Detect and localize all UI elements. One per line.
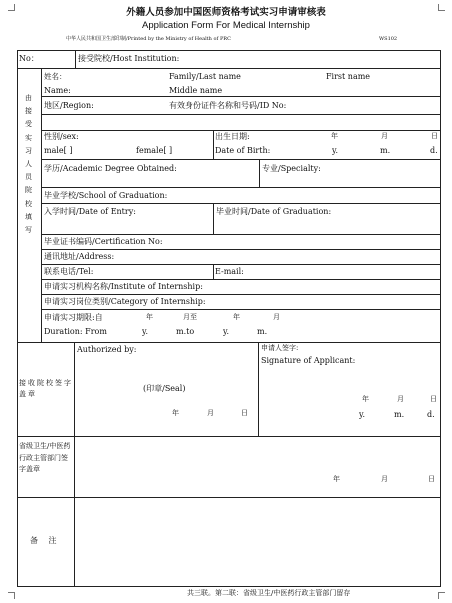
duration-to-month[interactable]: m.	[257, 327, 268, 336]
name-label-cn: 姓名：	[44, 72, 67, 81]
column-rule	[74, 342, 75, 587]
row-rule	[41, 264, 441, 265]
duration-month1-cn: 月至	[183, 313, 197, 321]
dob-month-cn: 月	[381, 132, 388, 140]
school-field[interactable]: 毕业学校/School of Graduation:	[44, 191, 168, 200]
row-rule	[41, 203, 441, 204]
provincial-month-cn: 月	[381, 475, 388, 483]
applicant-day-field[interactable]: d.	[427, 410, 435, 419]
auth-month-cn: 月	[207, 409, 214, 417]
dob-year-field[interactable]: y.	[332, 146, 338, 155]
provincial-year-cn: 年	[333, 475, 340, 483]
provincial-day-cn: 日	[428, 475, 435, 483]
authorized-by-label: Authorized by:	[77, 345, 137, 354]
dob-day-field[interactable]: d.	[430, 146, 438, 155]
dob-month-field[interactable]: m.	[380, 146, 391, 155]
row-rule	[41, 234, 441, 235]
row-rule	[17, 586, 441, 587]
row-rule	[17, 497, 441, 498]
form-code: WS102	[379, 36, 398, 42]
column-rule	[213, 130, 214, 160]
row-rule	[41, 249, 441, 250]
row-rule	[41, 96, 441, 97]
dob-label-en: Date of Birth:	[215, 146, 271, 155]
auth-year-cn: 年	[172, 409, 179, 417]
middle-name-field[interactable]: Middle name	[169, 86, 223, 95]
title-chinese: 外籍人员参加中国医师资格考试实习申请审核表	[126, 7, 326, 18]
no-label: No：	[19, 54, 39, 63]
column-rule	[75, 50, 76, 69]
side-label: 由接受实习人员院校填写	[25, 94, 32, 235]
dob-label-cn: 出生日期:	[215, 132, 250, 141]
email-field[interactable]: E-mail:	[215, 267, 244, 276]
column-rule	[17, 50, 18, 587]
row-rule	[17, 50, 441, 51]
applicant-signature-label-en[interactable]: Signature of Applicant:	[261, 356, 356, 365]
degree-field[interactable]: 学历/Academic Degree Obtained:	[44, 164, 177, 173]
column-rule	[213, 203, 214, 235]
region-field[interactable]: 地区/Region:	[44, 101, 94, 110]
institute-field[interactable]: 申请实习机构名称/Institute of Internship:	[44, 282, 203, 291]
row-rule	[41, 279, 441, 280]
dob-day-cn: 日	[431, 132, 438, 140]
crop-mark-bottom-right	[438, 592, 445, 599]
female-checkbox[interactable]: female[ ]	[136, 146, 173, 155]
seal-area[interactable]: (印章/Seal)	[143, 384, 186, 393]
tel-field[interactable]: 联系电话/Tel:	[44, 267, 94, 276]
applicant-month-cn: 月	[397, 395, 404, 403]
duration-month2-cn: 月	[273, 313, 280, 321]
specialty-field[interactable]: 专业/Specialty:	[262, 164, 321, 173]
certification-field[interactable]: 毕业证书编码/Certification No:	[44, 237, 163, 246]
row-rule	[41, 114, 441, 115]
column-rule	[440, 50, 441, 587]
first-name-field[interactable]: First name	[326, 72, 371, 81]
graduation-date-field[interactable]: 毕业时间/Date of Graduation:	[216, 207, 332, 216]
row-rule	[17, 342, 441, 343]
auth-day-cn: 日	[241, 409, 248, 417]
duration-label-en: Duration: From	[44, 327, 107, 336]
male-checkbox[interactable]: male[ ]	[44, 146, 73, 155]
row-rule	[41, 294, 441, 295]
row-rule	[41, 159, 441, 160]
dob-year-cn: 年	[331, 132, 338, 140]
name-label-en: Name:	[44, 86, 71, 95]
crop-mark-bottom-left	[8, 592, 15, 599]
id-number-field[interactable]: 有效身份证件名称和号码/ID No:	[169, 101, 287, 110]
duration-label-cn: 申请实习期限:自	[44, 313, 103, 322]
duration-year1-cn: 年	[146, 313, 153, 321]
address-field[interactable]: 通讯地址/Address:	[44, 252, 115, 261]
printed-by: 中华人民共和国卫生部印制/Printed by the Ministry of Health of PRC	[66, 36, 231, 42]
duration-from-month[interactable]: m.to	[176, 327, 195, 336]
duration-from-year[interactable]: y.	[142, 327, 148, 336]
entry-date-field[interactable]: 入学时间/Date of Entry:	[44, 207, 136, 216]
host-sign-label: 接收院校签字盖章	[19, 379, 73, 398]
provincial-sign-label: 省级卫生/中医药行政主管部门签字盖章	[19, 442, 71, 473]
sex-label: 性别/sex:	[44, 132, 79, 141]
applicant-signature-label-cn: 申请人签字:	[261, 344, 299, 352]
applicant-day-cn: 日	[430, 395, 437, 403]
remarks-area[interactable]	[76, 499, 439, 585]
applicant-year-field[interactable]: y.	[359, 410, 365, 419]
family-name-field[interactable]: Family/Last name	[169, 72, 241, 81]
row-rule	[41, 309, 441, 310]
row-rule	[41, 187, 441, 188]
applicant-month-field[interactable]: m.	[394, 410, 405, 419]
column-rule	[258, 342, 259, 437]
footer-note: 共三联。第二联：省级卫生/中医药行政主管部门留存	[187, 589, 351, 597]
title-english: Application Form For Medical Internship	[142, 20, 310, 31]
applicant-year-cn: 年	[362, 395, 369, 403]
category-field[interactable]: 申请实习岗位类别/Category of Internship:	[44, 297, 206, 306]
row-rule	[17, 68, 441, 69]
row-rule	[17, 436, 441, 437]
remarks-label: 备 注	[30, 536, 61, 545]
duration-year2-cn: 年	[233, 313, 240, 321]
column-rule	[213, 264, 214, 280]
row-rule	[41, 130, 441, 131]
column-rule	[41, 68, 42, 343]
column-rule	[259, 159, 260, 188]
duration-to-year[interactable]: y.	[223, 327, 229, 336]
host-institution-field[interactable]: 接受院校/Host Institution:	[78, 54, 180, 63]
